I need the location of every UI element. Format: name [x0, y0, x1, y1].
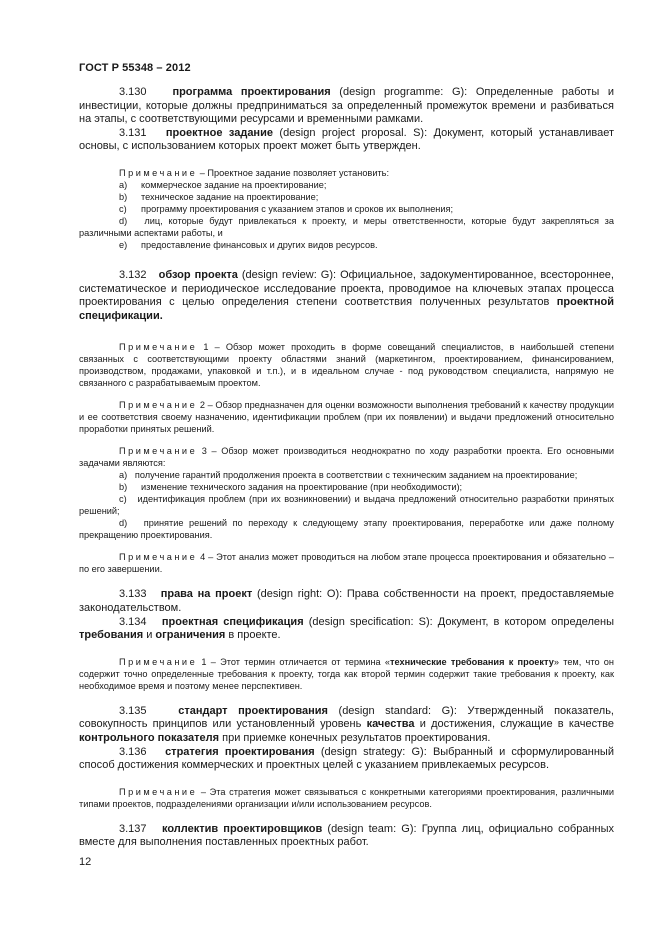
note-3-134 [79, 656, 614, 692]
term-name: программа проектирования [172, 86, 331, 98]
list-marker: d) [119, 518, 128, 529]
list-marker: а) [119, 179, 128, 190]
note-text: » тем, что он содержит точно определенные требования к проекту, тогда как второй термин содержит такие требования к проекту, как необходимое время и поэтому менее перспективен. [79, 656, 614, 691]
note-3-132-2 [79, 399, 614, 435]
list-item [79, 179, 614, 191]
note-label: Примечание [119, 400, 198, 411]
list-text: предоставление финансовых и других видов ресурсов. [141, 239, 378, 250]
term-number: 3.132 [119, 268, 147, 281]
document-body [79, 86, 614, 850]
list-marker: d) [119, 215, 128, 226]
term-definition: в проекте. [225, 629, 281, 642]
term-definition: (design strategy: G): Выбранный и сформулированный способ достижения коммерческих и проектных целей с указанием привлекаемых ресурсов. [79, 745, 614, 772]
term-name: обзор проекта [158, 268, 238, 281]
term-3-136 [79, 746, 614, 773]
term-number: 3.136 [119, 745, 147, 758]
term-definition: (design standard: G): Утвержденный показатель, совокупность принципов или установленный уровень [79, 704, 614, 731]
term-number: 3.133 [119, 588, 147, 601]
list-text: получение гарантий продолжения проекта в соответствии с техническим заданием на проектирование; [134, 470, 578, 481]
term-definition: и [143, 629, 156, 642]
note-3-132-3 [79, 445, 614, 469]
term-name: стратегия проектирования [165, 745, 315, 758]
term-3-134 [79, 616, 614, 643]
list-item [79, 517, 614, 541]
term-name: права на проект [160, 588, 253, 601]
term-reference: ограничения [155, 629, 226, 642]
list-marker: c) [119, 494, 127, 505]
note-3-131 [79, 167, 614, 179]
note-label: Примечание [119, 786, 198, 797]
list-marker: a) [119, 470, 128, 481]
note-3-136 [79, 786, 614, 810]
note-text: – Эта стратегия может связываться с конкретными категориями проектирования, различными типами проектов, подразделениями организации и/или использованием ресурсов. [79, 786, 614, 809]
term-3-137 [79, 823, 614, 850]
list-item [79, 493, 614, 517]
list-marker: b) [119, 482, 128, 493]
term-3-135 [79, 705, 614, 746]
term-definition: (design team: G): Группа лиц, официально собранных вместе для выполнения поставленных проектных работ. [79, 822, 614, 849]
page-number: 12 [79, 856, 92, 868]
term-number: 3.130 [119, 86, 147, 98]
term-name: стандарт проектирования [178, 704, 328, 717]
term-reference: технические требования к проекту [390, 656, 554, 667]
list-item [79, 469, 614, 481]
list-text: принятие решений по переходу к следующему этапу проектирования, переработке или даже полному прекращению проектирования. [79, 518, 614, 541]
list-item [79, 481, 614, 493]
list-text: идентификация проблем (при их возникновении) и выдача предложений относительно разработки принятых решений; [79, 494, 614, 517]
term-definition: (design specification: S): Документ, в котором определены [303, 615, 615, 628]
term-definition: и достижения, служащие в качестве [414, 718, 614, 731]
term-reference: требования [79, 629, 144, 642]
note-label: Примечание [119, 656, 198, 667]
note-label: Примечание [119, 552, 198, 563]
note-label: Примечание [119, 342, 198, 353]
note-3-132-1 [79, 341, 614, 389]
note-label: Примечание [119, 167, 198, 178]
term-number: 3.134 [119, 615, 147, 628]
term-definition: (design review: G): Официальное, задокументированное, всестороннее, систематическое и периодическое исследование проекта, проводимое на ключевых этапах процесса проектирования с целью определения степени соответствия полученных результатов [79, 268, 614, 309]
list-item [79, 215, 614, 239]
list-marker: c) [119, 203, 127, 214]
note-text: 1 – Этот термин отличается от термина « [197, 656, 391, 667]
list-item [79, 239, 614, 251]
term-number: 3.131 [119, 126, 147, 139]
note-3-132-4 [79, 551, 614, 575]
list-text: коммерческое задание на проектирование; [141, 179, 327, 190]
list-text: техническое задание на проектирование; [141, 191, 319, 202]
note-text: 3 – Обзор может производиться неоднократно по ходу разработки проекта. Его основными задачами являются: [79, 446, 614, 469]
list-item [79, 191, 614, 203]
term-definition: (design project proposal. S): Документ, который устанавливает основы, с использованием которых проект может быть утвержден. [79, 126, 615, 153]
list-text: программу проектирования с указанием этапов и сроков их выполнения; [141, 203, 454, 214]
term-definition: при приемке конечных результатов проектирования. [219, 731, 491, 744]
note-text: 2 – Обзор предназначен для оценки возможности выполнения требований к качеству продукции и ее соответствия своему назначению, идентификации проблем (при их появлении) и выдачи предложений относительно проработки принятых решений. [79, 400, 614, 435]
term-number: 3.135 [119, 704, 147, 717]
list-marker: е) [119, 239, 128, 250]
term-3-133 [79, 588, 614, 615]
note-label: Примечание [119, 446, 198, 457]
term-name: коллектив проектировщиков [161, 822, 323, 835]
note-text: 4 – Этот анализ может проводиться на любом этапе процесса проектирования и обязательно – по его завершении. [79, 552, 614, 575]
term-3-130 [79, 86, 614, 127]
list-item [79, 203, 614, 215]
term-name: проектная спецификация [161, 615, 304, 628]
list-text: изменение технического задания на проектирование (при необходимости); [141, 482, 463, 493]
term-3-131 [79, 127, 614, 154]
standard-code: ГОСТ Р 55348 – 2012 [79, 62, 191, 74]
term-reference: проектной спецификации. [79, 296, 614, 322]
term-number: 3.137 [119, 822, 147, 835]
term-reference: контрольного показателя [79, 731, 220, 744]
term-3-132 [79, 269, 614, 323]
list-text: лиц, которые будут привлекаться к проекту, и меры ответственности, которые будут закрепляться за различными аспектами работы, и [79, 215, 614, 238]
term-definition: (design right: O): Права собственности на проект, предоставляемые законодательством. [79, 588, 615, 614]
note-text: 1 – Обзор может проходить в форме совещаний специалистов, в наибольшей степени связанных с соответствующими проекту областями знаний (маркетингом, проектированием, финансированием, производством, продажами, упаковкой и т.п.), и в идеальном случае - под руководством специалиста, напрямую не связанного с разрабатываемым проектом. [79, 342, 614, 389]
note-text: – Проектное задание позволяет установить: [197, 167, 389, 178]
list-marker: b) [119, 191, 128, 202]
term-name: проектное задание [165, 126, 273, 139]
term-definition: (design programme: G): Определенные работы и инвестиции, которые должны предприниматься за определенный промежуток времени и разбиваться на этапы, с соответствующими ресурсами и временными рамками. [79, 86, 614, 126]
term-reference: качества [366, 718, 415, 731]
